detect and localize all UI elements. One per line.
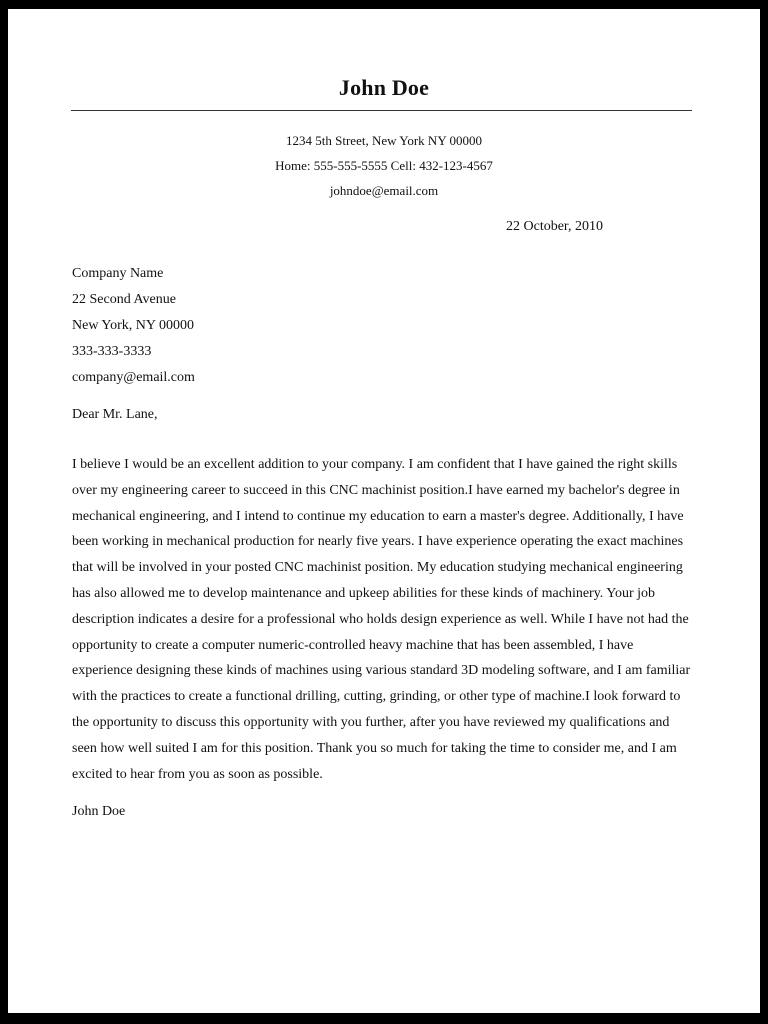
recipient-company: Company Name [72,266,164,281]
recipient-street: 22 Second Avenue [72,292,176,307]
recipient-email: company@email.com [72,370,195,385]
recipient-block [72,261,195,391]
letter-date: 22 October, 2010 [506,219,604,234]
sender-name: John Doe [338,75,430,100]
header-divider [71,110,692,111]
recipient-phone: 333-333-3333 [72,344,152,359]
sender-contact [8,128,760,203]
recipient-city: New York, NY 00000 [72,318,194,333]
signature: John Doe [72,804,126,819]
letter-body: I believe I would be an excellent addition to your company. I am confident that I have gained the right skills over my engineering career to succeed in this CNC machinist position.I have earned my bachelor's degree in mechanical engineering, and I intend to continue my education to earn a master's degree. Additionally, I have been working in mechanical production for nearly five years. I have experience operating the exact machines that will be involved in your posted CNC machinist position. My education studying mechanical engineering has also allowed me to develop maintenance and upkeep abilities for these kinds of machinery. Your job description indicates a desire for a professional who holds design experience as well. While I have not had the opportunity to create a computer numeric-controlled heavy machine that has been assembled, I have experience designing these kinds of machines using various standard 3D modeling software, and I am familiar with the practices to create a functional drilling, cutting, grinding, or other type of machine.I look forward to the opportunity to discuss this opportunity with you further, after you have reviewed my qualifications and seen how well suited I am for this position. Thank you so much for taking the time to consider me, and I am excited to hear from you as soon as possible. [72,457,691,782]
sender-address: 1234 5th Street, New York NY 00000 [286,133,482,148]
sender-phones: Home: 555-555-5555 Cell: 432-123-4567 [275,158,493,173]
sender-email: johndoe@email.com [329,183,439,198]
salutation: Dear Mr. Lane, [72,407,158,422]
letter-page [8,9,760,1013]
